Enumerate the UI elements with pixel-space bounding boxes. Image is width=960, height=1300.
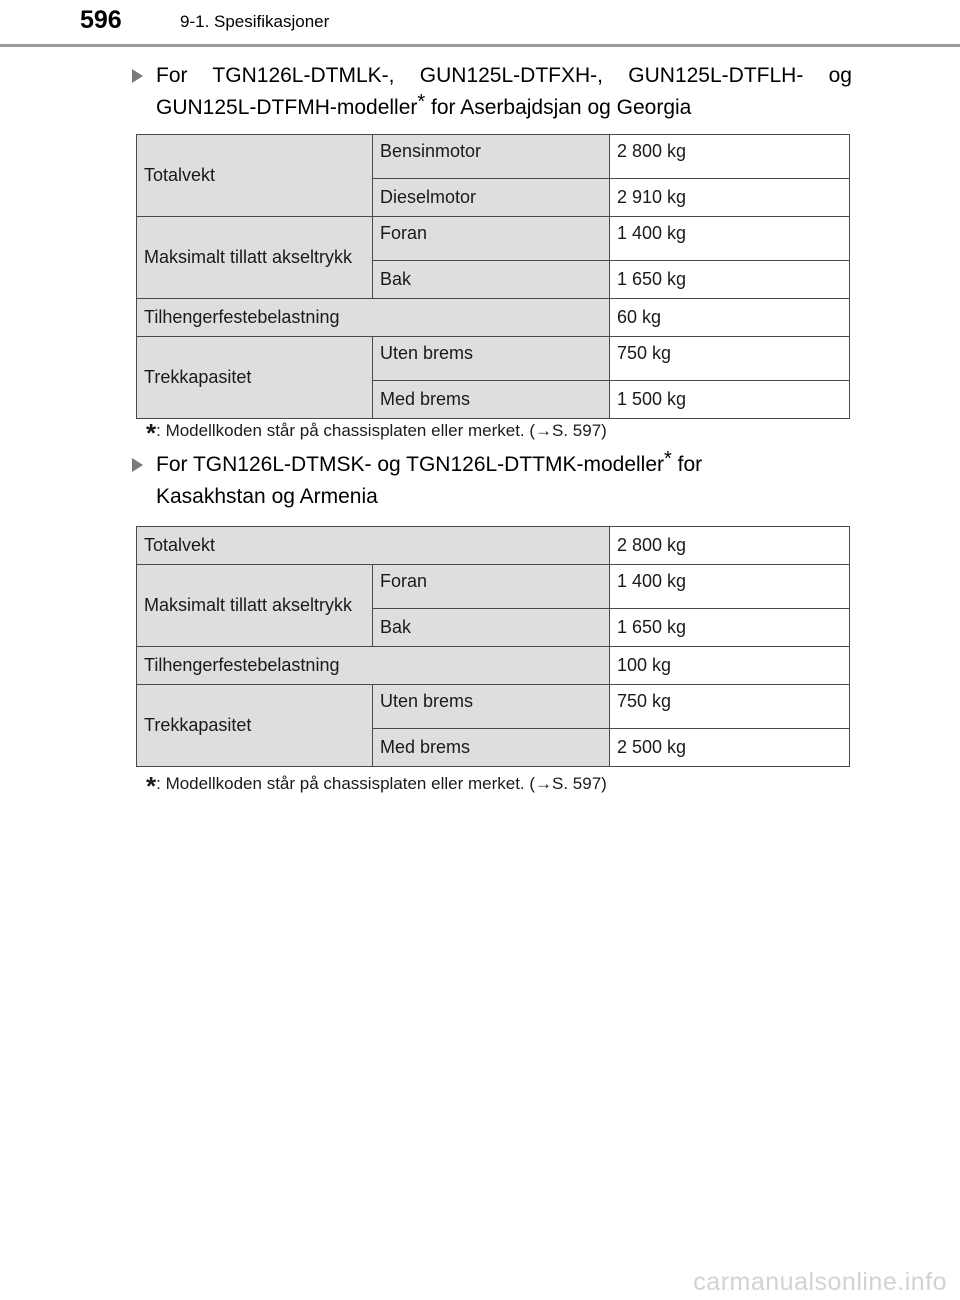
front-axle-label: Foran <box>373 565 610 609</box>
footnote-asterisk: * <box>146 771 157 801</box>
total-weight-label: Totalvekt <box>137 527 610 565</box>
footnote <box>146 412 607 448</box>
front-axle-value: 1 400 kg <box>610 217 850 261</box>
towing-capacity-label: Trekkapasitet <box>137 337 373 419</box>
braked-value: 1 500 kg <box>610 381 850 419</box>
hitch-load-value: 100 kg <box>610 647 850 685</box>
rear-axle-value: 1 650 kg <box>610 261 850 299</box>
weight-table-azerbaijan-georgia <box>136 134 850 419</box>
triangle-bullet-icon <box>132 69 143 83</box>
footnote <box>146 765 607 801</box>
section-title: 9-1. Spesifikasjoner <box>180 12 330 31</box>
asterisk-marker: * <box>417 91 426 113</box>
diesel-engine-label: Dieselmotor <box>373 179 610 217</box>
braked-value: 2 500 kg <box>610 729 850 767</box>
unbraked-label: Uten brems <box>373 685 610 729</box>
front-axle-label: Foran <box>373 217 610 261</box>
table-row <box>137 527 850 565</box>
unbraked-value: 750 kg <box>610 685 850 729</box>
table-row <box>137 135 850 179</box>
table-row <box>137 337 850 381</box>
total-weight-value: 2 800 kg <box>610 527 850 565</box>
hitch-load-label: Tilhengerfestebelastning <box>137 647 610 685</box>
footnote-text: : Modellkoden står på chassisplaten eller merket. (→S. 597) <box>156 774 607 793</box>
unbraked-label: Uten brems <box>373 337 610 381</box>
heading-line-2: GUN125L-DTFMH-modeller* for Aserbajdsjan og Georgia <box>156 91 692 119</box>
hitch-load-value: 60 kg <box>610 299 850 337</box>
braked-label: Med brems <box>373 729 610 767</box>
footnote-asterisk: * <box>146 418 157 448</box>
section-heading-azerbaijan-georgia <box>132 60 852 124</box>
heading-line-1: For TGN126L-DTMLK-, GUN125L-DTFXH-, GUN125L-DTFLH- og <box>156 64 852 87</box>
diesel-engine-value: 2 910 kg <box>610 179 850 217</box>
rear-axle-label: Bak <box>373 609 610 647</box>
footnote-text: : Modellkoden står på chassisplaten eller merket. (→S. 597) <box>156 421 607 440</box>
petrol-engine-value: 2 800 kg <box>610 135 850 179</box>
rear-axle-value: 1 650 kg <box>610 609 850 647</box>
weight-table-kazakhstan-armenia <box>136 526 850 767</box>
section-heading-kazakhstan-armenia <box>132 449 852 513</box>
max-axle-load-label: Maksimalt tillatt akseltrykk <box>137 217 373 299</box>
petrol-engine-label: Bensinmotor <box>373 135 610 179</box>
total-weight-label: Totalvekt <box>137 135 373 217</box>
table-row <box>137 217 850 261</box>
unbraked-value: 750 kg <box>610 337 850 381</box>
page-header <box>0 0 960 48</box>
table-row <box>137 565 850 609</box>
header-rule <box>0 44 960 47</box>
table-row <box>137 647 850 685</box>
max-axle-load-label: Maksimalt tillatt akseltrykk <box>137 565 373 647</box>
front-axle-value: 1 400 kg <box>610 565 850 609</box>
heading-line-1: For TGN126L-DTMSK- og TGN126L-DTTMK-modeller* for <box>156 448 703 476</box>
table-row <box>137 685 850 729</box>
heading-line-2: Kasakhstan og Armenia <box>156 485 378 508</box>
triangle-bullet-icon <box>132 458 143 472</box>
braked-label: Med brems <box>373 381 610 419</box>
table-row <box>137 299 850 337</box>
hitch-load-label: Tilhengerfestebelastning <box>137 299 610 337</box>
page-number: 596 <box>80 6 122 34</box>
watermark: carmanualsonline.info <box>693 1268 947 1296</box>
towing-capacity-label: Trekkapasitet <box>137 685 373 767</box>
rear-axle-label: Bak <box>373 261 610 299</box>
asterisk-marker: * <box>664 448 672 470</box>
